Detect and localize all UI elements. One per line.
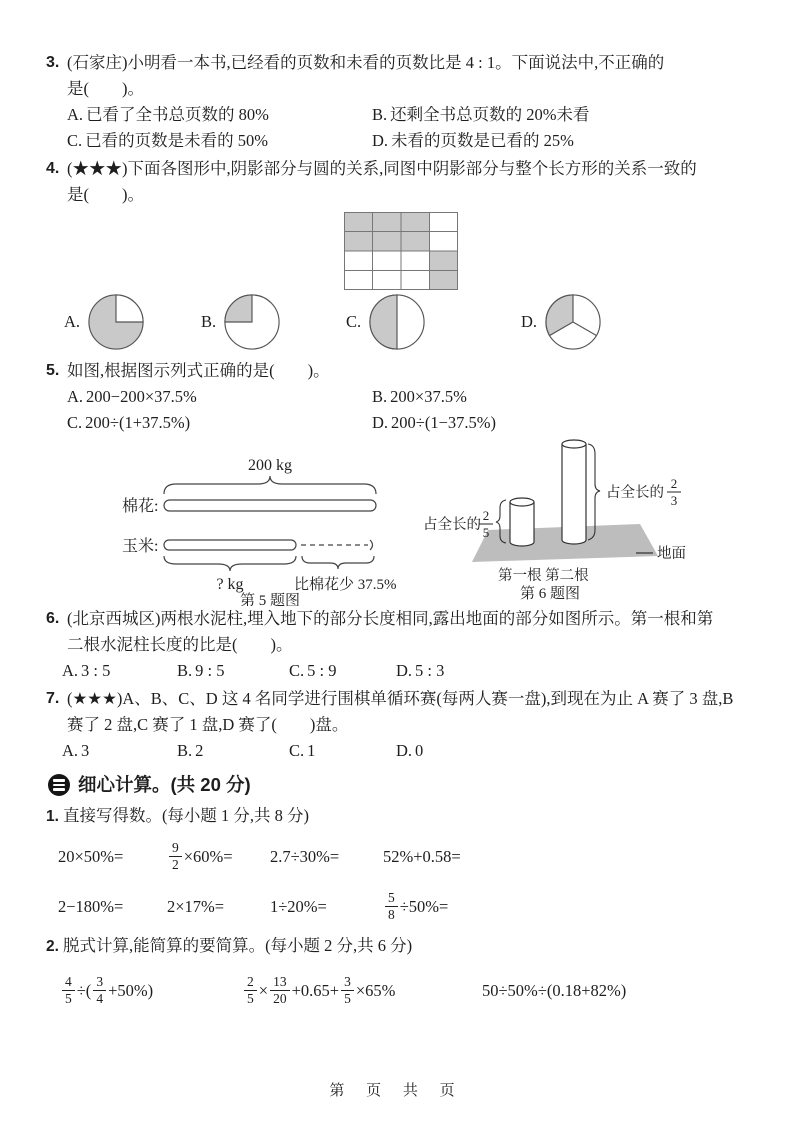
right-fraction-label	[606, 476, 681, 508]
question-4-number: 4.	[46, 160, 60, 177]
corn-bar-solid	[164, 540, 296, 550]
calc-problem-6: 2×17%=	[167, 897, 225, 916]
subsection-2: 2. 脱式计算,能简算的要简算。(每小题 2 分,共 6 分)	[46, 936, 413, 955]
question-7-line1: (★★★)A、B、C、D 这 4 名同学进行围棋单循环赛(每两人赛一盘),到现在为止 A 赛了 3 盘,B	[67, 689, 734, 708]
pie-d-third-shaded-icon	[544, 292, 602, 352]
direct-computation-grid	[46, 836, 743, 928]
question-5-option-d: D. 200÷(1−37.5%)	[372, 413, 497, 432]
second-pillar	[562, 440, 586, 544]
fraction: $\frac{2}{5}$	[244, 974, 257, 1006]
pillar-names-label: 第一根 第二根	[498, 568, 589, 584]
pie-option-d: D.	[521, 292, 743, 352]
shaded-grid-figure	[344, 212, 458, 290]
question-7-option-d: D. 0	[396, 741, 424, 760]
pie-c-half-shaded-icon	[368, 292, 426, 352]
bar-diagram-figure	[118, 444, 438, 606]
question-7-option-a: A. 3	[62, 741, 90, 760]
calc-problem-2: $\frac{9}{2}$ ×60%=	[167, 836, 270, 878]
calc-problem-5: 2−180%=	[58, 897, 124, 916]
svg-text:5: 5	[482, 525, 490, 540]
pie-a-three-quarters-shaded-icon	[87, 292, 145, 352]
figures-row	[46, 436, 743, 604]
question-6-option-c: C. 5 : 9	[289, 661, 337, 680]
svg-text:占全长的: 占全长的	[606, 485, 664, 501]
left-fraction-label	[423, 508, 493, 540]
svg-text:3: 3	[670, 493, 678, 508]
figure-5-caption: 第 5 题图	[239, 593, 301, 606]
question-3-line1: (石家庄)小明看一本书,已经看的页数和未看的页数比是 4 : 1。下面说法中,不正确的	[67, 53, 665, 72]
question-4-line2: 是( )。	[67, 185, 144, 204]
question-3-option-c: C. 已看的页数是未看的 50%	[67, 131, 269, 150]
question-3-option-b: B. 还剩全书总页数的 20%未看	[372, 105, 590, 124]
subsection-2-title: 脱式计算,能简算的要简算。(每小题 2 分,共 6 分)	[62, 936, 413, 955]
cotton-bar	[164, 500, 376, 511]
top-brace	[164, 476, 376, 494]
unknown-brace	[164, 556, 296, 571]
question-4-line1: (★★★)下面各图形中,阴影部分与圆的关系,同图中阴影部分与整个长方形的关系一致的	[67, 159, 697, 178]
question-3-option-d: D. 未看的页数是已看的 25%	[372, 131, 574, 150]
cotton-label: 棉花:	[122, 498, 159, 515]
question-4	[46, 156, 743, 356]
fraction: $\frac{13}{20}$	[270, 974, 290, 1006]
fraction: $\frac{9}{2}$	[169, 840, 182, 872]
pie-option-b: B.	[201, 292, 346, 352]
question-5-number: 5.	[46, 362, 60, 379]
corn-label: 玉米:	[122, 538, 159, 555]
question-6	[46, 606, 743, 684]
question-6-line1: (北京西城区)两根水泥柱,埋入地下的部分长度相同,露出地面的部分如图所示。第一根和第	[67, 609, 714, 628]
subsection-1-title: 直接写得数。(每小题 1 分,共 8 分)	[62, 806, 310, 825]
question-6-options	[62, 658, 743, 684]
pie-option-c: C.	[346, 292, 521, 352]
svg-text:2: 2	[482, 508, 490, 523]
corn-bar-end-tick	[370, 540, 373, 550]
question-6-option-b: B. 9 : 5	[177, 661, 225, 680]
question-5-line1: 如图,根据图示列式正确的是( )。	[67, 361, 330, 380]
fraction: $\frac{3}{5}$	[341, 974, 354, 1006]
step-problem-1: $\frac{4}{5}$ ÷( $\frac{3}{4}$ +50%)	[60, 975, 242, 1007]
question-3-option-a: A. 已看了全书总页数的 80%	[67, 105, 269, 124]
question-5	[46, 358, 743, 436]
step-problem-3: 50÷50%÷(0.18+82%)	[482, 981, 627, 1000]
pie-options-row	[64, 292, 743, 352]
pie-b-quarter-shaded-icon	[223, 292, 281, 352]
less-brace	[302, 556, 374, 569]
calc-problem-1: 20×50%=	[58, 847, 124, 866]
svg-text:2: 2	[670, 476, 678, 491]
question-5-options	[67, 384, 743, 436]
fraction: $\frac{4}{5}$	[62, 974, 75, 1006]
fraction: $\frac{5}{8}$	[385, 890, 398, 922]
question-7-option-b: B. 2	[177, 741, 204, 760]
question-7-option-c: C. 1	[289, 741, 316, 760]
section-title: 细心计算。(共 20 分)	[78, 774, 251, 795]
question-6-option-d: D. 5 : 3	[396, 661, 445, 680]
question-5-option-b: B. 200×37.5%	[372, 387, 467, 406]
calc-problem-3: 2.7÷30%=	[270, 847, 340, 866]
step-computation-grid	[46, 966, 743, 1016]
unknown-weight-label: ? kg	[216, 576, 244, 593]
question-3	[46, 50, 743, 154]
question-3-number: 3.	[46, 54, 60, 71]
question-7-options	[62, 738, 743, 764]
svg-text:占全长的: 占全长的	[423, 517, 481, 533]
calc-problem-8: $\frac{5}{8}$ ÷50%=	[383, 886, 743, 928]
question-5-option-c: C. 200÷(1+37.5%)	[67, 413, 191, 432]
calc-problem-7: 1÷20%=	[270, 897, 327, 916]
pillar-diagram-figure	[422, 432, 702, 602]
question-7-line2: 赛了 2 盘,C 赛了 1 盘,D 赛了( )盘。	[67, 715, 349, 734]
first-pillar	[510, 498, 534, 546]
pie-option-a: A.	[64, 292, 201, 352]
question-6-option-a: A. 3 : 5	[62, 661, 111, 680]
figure-6-caption: 第 6 题图	[519, 586, 581, 602]
question-7	[46, 686, 743, 764]
section-header	[48, 772, 743, 798]
step-problem-2: $\frac{2}{5}$ × $\frac{13}{20}$ +0.65+ $\frac{3}{5}$ ×65%	[242, 975, 482, 1007]
right-brace	[588, 444, 600, 540]
page-footer: 第 页 共 页	[329, 1083, 464, 1099]
section-three-icon	[48, 774, 70, 796]
question-3-options	[67, 102, 743, 154]
question-7-number: 7.	[46, 690, 60, 707]
weight-label: 200 kg	[248, 457, 292, 474]
question-3-line2: 是( )。	[67, 79, 144, 98]
subsection-1: 1. 直接写得数。(每小题 1 分,共 8 分)	[46, 806, 310, 825]
question-6-number: 6.	[46, 610, 60, 627]
question-5-option-a: A. 200−200×37.5%	[67, 387, 197, 406]
calc-problem-4: 52%+0.58=	[383, 847, 461, 866]
fraction: $\frac{3}{4}$	[93, 974, 106, 1006]
ground-label: 地面	[657, 546, 686, 562]
less-than-cotton-label: 比棉花少 37.5%	[294, 577, 397, 593]
question-6-line2: 二根水泥柱长度的比是( )。	[67, 635, 293, 654]
